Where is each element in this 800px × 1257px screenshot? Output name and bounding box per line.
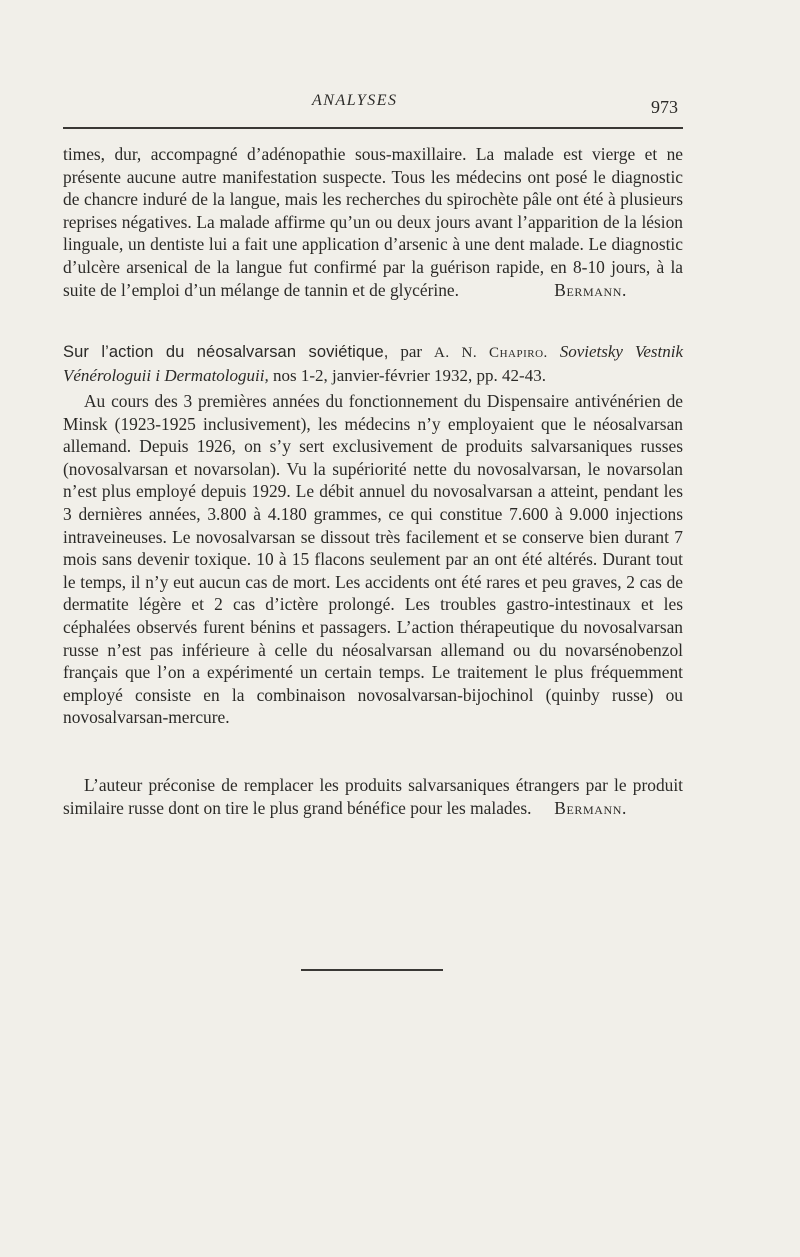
paragraph1-text: times, dur, accompagné d’adénopathie sous-maxillaire. La malade est vierge et ne présente aucune autre manifestation suspecte. Tous les médecins ont posé le diagnostic de chancre induré de la langue, mais les recherches du spirochète pâle ont été à plusieurs reprises négatives. La malade affirme qu’un ou deux jours avant l’apparition de la lésion linguale, un dentiste lui a fait une application d’arsenic à une dent malade. Le diagnostic d’ulcère arsenical de la langue fut confirmé par la guérison rapide, en 8-10 jours, à la suite de l’emploi d’un mélange de tannin et de glycérine. — [63, 144, 683, 300]
article-conclusion-text: L’auteur préconise de remplacer les produits salvarsaniques étrangers par le produit similaire russe dont on tire le plus grand bénéfice pour les malades. — [63, 775, 683, 818]
article-issue: nos 1-2, janvier-février 1932, pp. 42-43. — [272, 365, 546, 385]
article-body-text: Au cours des 3 premières années du fonctionnement du Dispensaire antivénérien de Minsk (1923-1925 inclusivement), les médecins n’y employaient que le néosalvarsan allemand. Depuis 1926, on s’y sert exclusivement de produits salvarsaniques russes (novosalvarsan et novarsolan). Vu la supériorité nette du novosalvarsan, le novarsolan n’est plus employé depuis 1929. Le débit annuel du novosalvarsan a atteint, pendant les 3 dernières années, 3.800 à 4.180 grammes, ce qui constitue 7.600 à 9.000 injections intraveineuses. Le novosalvarsan se dissout très facilement et se conserve bien durant 7 mois sans devenir toxique. 10 à 15 flacons seulement par an ont été altérés. Durant tout le temps, il n’y eut aucun cas de mort. Les accidents ont été rares et peu graves, 2 cas de dermatite légère et 2 cas d’ictère prolongé. Les troubles gastro-intestinaux et les céphalées observés furent bénins et passagers. L’action thérapeutique du novosalvarsan russe n’est pas inférieure à celle du néosalvarsan allemand ou du novarsénobenzol français que l’on a expérimenté un certain temps. Le traitement le plus fréquemment employé consiste en la combinaison novosalvarsan-bijochinol (quinby russe) ou novosalvarsan-mercure. — [63, 391, 683, 728]
header-rule — [63, 127, 683, 129]
article-author: A. N. Chapiro. — [434, 345, 548, 361]
page-number: 973 — [651, 97, 678, 117]
signature-bermann-1: Bermann. — [554, 279, 627, 300]
article-by: par — [400, 342, 423, 361]
article-journal: Sovietsky Vestnik Vénérologuii i Dermatologuii, — [63, 342, 684, 385]
paragraph-continued — [63, 143, 683, 301]
running-head: ANALYSES — [312, 92, 398, 109]
article-heading — [63, 341, 683, 386]
end-rule — [301, 969, 443, 971]
signature-bermann-2: Bermann. — [554, 797, 627, 818]
article-title: Sur l’action du néosalvarsan soviétique, — [63, 343, 389, 361]
article-conclusion — [63, 774, 683, 819]
article-body — [63, 390, 683, 729]
